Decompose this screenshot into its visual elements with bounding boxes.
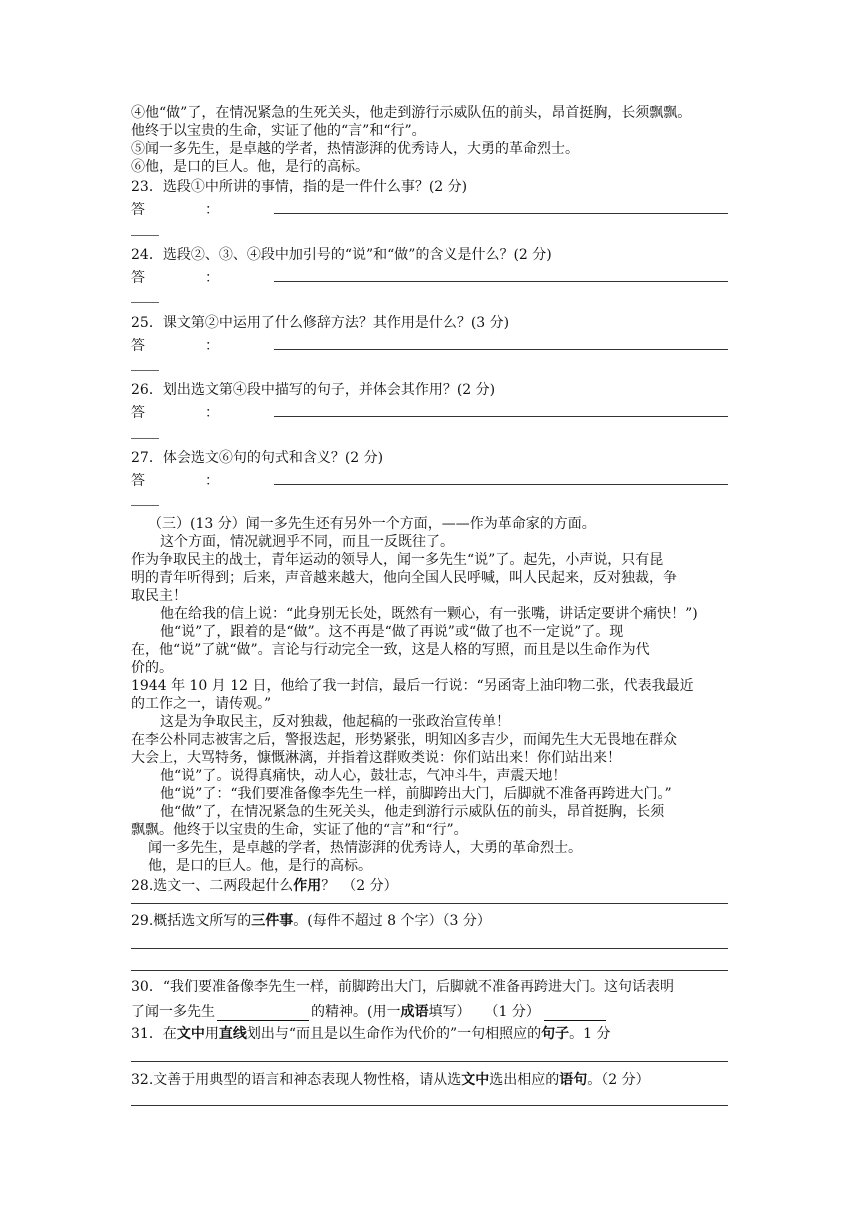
question-32: 32.文善于用典型的语言和神态表现人物性格，请从选文中选出相应的语句。（2 分） [131, 1072, 650, 1088]
answer-label: 答 ： [131, 202, 219, 218]
answer-line[interactable] [131, 970, 728, 971]
passage-line: 这是为争取民主，反对独裁，他起稿的一张政治宣传单！ [160, 714, 510, 730]
passage-line: 作为争取民主的战士，青年运动的领导人，闻一多先生“说”了。起先，小声说，只有昆 [131, 552, 664, 568]
passage-line: 明的青年听得到；后来，声音越来越大，他向全国人民呼喊，叫人民起来，反对独裁，争 [131, 570, 677, 586]
answer-line[interactable] [274, 213, 728, 214]
question-23: 23．选段①中所讲的事情，指的是一件什么事？(2 分) [131, 179, 468, 195]
passage-line: 他在给我的信上说：“此身别无长处，既然有一颗心，有一张嘴，讲话定要讲个痛快！”) [160, 606, 698, 622]
passage-line: 他“说”了：“我们要准备像李先生一样，前脚跨出大门，后脚就不准备再跨进大门。” [160, 786, 672, 802]
passage-line: 闻一多先生，是卓越的学者，热情澎湃的优秀诗人，大勇的革命烈士。 [148, 840, 582, 856]
section-3-heading: （三）(13 分）闻一多先生还有另外一个方面，——作为革命家的方面。 [148, 516, 596, 532]
question-30: 30．“我们要准备像李先生一样，前脚跨出大门，后脚就不准备再跨进大门。这句话表明 [131, 979, 674, 995]
intro-line: ④他“做”了，在情况紧急的生死关头，他走到游行示威队伍的前头，昂首挺胸，长须飘飘。 [131, 105, 692, 121]
question-27: 27．体会选文⑥句的句式和含义？(2 分) [131, 450, 384, 466]
question-30-cont: 了闻一多先生 的精神。(用一成语填写） （1 分） [131, 1003, 606, 1021]
intro-line: 他终于以宝贵的生命，实证了他的“言”和“行”。 [131, 123, 426, 139]
answer-line-tail [131, 235, 159, 236]
answer-line[interactable] [131, 903, 728, 904]
idiom-blank[interactable] [217, 1006, 309, 1021]
answer-label: 答 ： [131, 338, 219, 354]
answer-line[interactable] [274, 349, 728, 350]
answer-line[interactable] [131, 948, 728, 949]
question-28: 28.选文一、二两段起什么作用？ （2 分） [131, 878, 398, 894]
answer-line-tail [131, 302, 159, 303]
passage-line: 他“说”了。说得真痛快，动人心，鼓壮志，气冲斗牛，声震天地！ [160, 768, 567, 784]
question-31: 31．在文中用直线划出与“而且是以生命作为代价的”一句相照应的句子。1 分 [131, 1026, 611, 1042]
answer-line-tail [131, 438, 159, 439]
passage-line: 这个方面，情况就迥乎不同，而且一反既往了。 [160, 534, 454, 550]
passage-line: 在，他“说”了就“做”。言论与行动完全一致，这是人格的写照，而且是以生命作为代 [131, 642, 650, 658]
answer-line[interactable] [274, 281, 728, 282]
passage-line: 取民主！ [131, 588, 187, 604]
question-26: 26．划出选文第④段中描写的句子，并体会其作用？(2 分) [131, 382, 496, 398]
passage-line: 大会上，大骂特务，慷慨淋漓，并指着这群败类说：你们站出来！你们站出来！ [131, 750, 621, 766]
passage-line: 他“说”了，跟着的是“做”。这不再是“做了再说”或“做了也不一定说”了。现 [160, 624, 624, 640]
question-25: 25．课文第②中运用了什么修辞方法？其作用是什么？(3 分) [131, 315, 510, 331]
intro-line: ⑥他，是口的巨人。他，是行的高标。 [131, 159, 369, 175]
answer-line[interactable] [131, 1061, 728, 1062]
answer-line[interactable] [131, 1105, 728, 1106]
passage-line: 他，是口的巨人。他，是行的高标。 [148, 858, 372, 874]
passage-line: 的工作之一，请传观。” [131, 696, 272, 712]
passage-line: 1944 年 10 月 12 日，他给了我一封信，最后一行说：“另函寄上油印物二张，代表我最近 [131, 678, 694, 694]
answer-line-tail [131, 370, 159, 371]
answer-line[interactable] [274, 416, 728, 417]
answer-line-tail [131, 505, 159, 506]
passage-line: 价的。 [131, 660, 173, 676]
answer-label: 答 ： [131, 473, 219, 489]
passage-line: 飘飘。他终于以宝贵的生命，实证了他的“言”和“行”。 [131, 822, 468, 838]
intro-line: ⑤闻一多先生，是卓越的学者，热情澎湃的优秀诗人，大勇的革命烈士。 [131, 141, 579, 157]
answer-label: 答 ： [131, 270, 219, 286]
passage-line: 他“做”了，在情况紧急的生死关头，他走到游行示威队伍的前头，昂首挺胸，长须 [160, 804, 665, 820]
answer-label: 答 ： [131, 405, 219, 421]
answer-line[interactable] [274, 484, 728, 485]
question-29: 29.概括选文所写的三件事。(每件不超过 8 个字）（3 分） [131, 913, 491, 929]
question-24: 24．选段②、③、④段中加引号的“说”和“做”的含义是什么？(2 分) [131, 247, 552, 263]
passage-line: 在李公朴同志被害之后，警报迭起，形势紧张，明知凶多吉少，而闻先生大无畏地在群众 [131, 732, 677, 748]
score-blank[interactable] [544, 1006, 606, 1021]
